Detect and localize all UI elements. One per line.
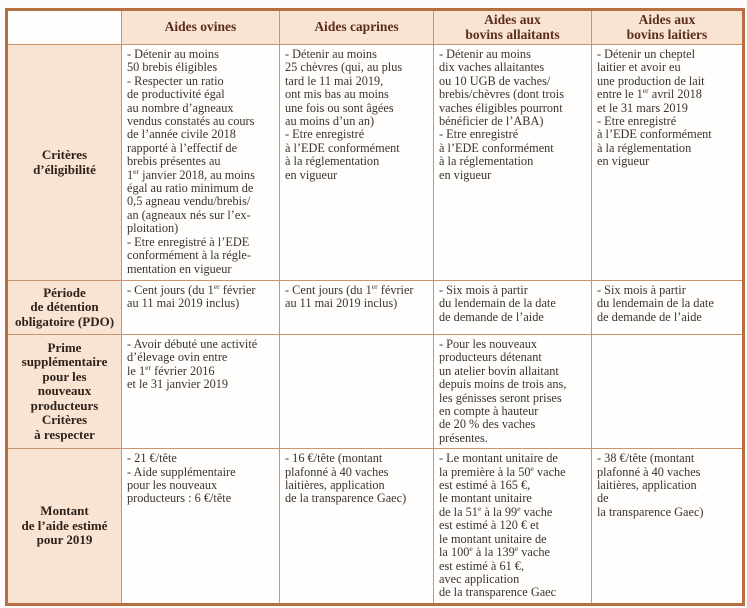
cell-prime-bovins-laitiers	[592, 335, 744, 449]
row-prime-nouveaux-producteurs	[7, 335, 744, 449]
cell-eligibilite-bovins-laitiers: - Détenir un cheptel laitier et avoir eu une production de lait entre le 1er avril 2018 et le 31 mars 2019 - Etre enregistré à l’EDE conformément à la réglementation en vigueur	[592, 45, 744, 281]
row-montant-aide-2019	[7, 449, 744, 604]
cell-pdo-ovines: - Cent jours (du 1er février au 11 mai 2019 inclus)	[122, 281, 280, 335]
cell-eligibilite-caprines: - Détenir au moins 25 chèvres (qui, au plus tard le 11 mai 2019, ont mis bas au moins une fois ou sont âgées au moins d’un an) - Etre enregistré à l’EDE conformément à la réglementation en vigueur	[280, 45, 434, 281]
cell-pdo-bovins-allaitants: - Six mois à partir du lendemain de la date de demande de l’aide	[434, 281, 592, 335]
cell-prime-bovins-allaitants: - Pour les nouveaux producteurs détenant un atelier bovin allaitant depuis moins de trois ans, les génisses seront prises en compte à hauteur de 20 % des vaches présentes.	[434, 335, 592, 449]
row-label-montant-aide-2019: Montant de l’aide estimé pour 2019	[7, 449, 122, 604]
column-header-aides-ovines: Aides ovines	[122, 10, 280, 45]
row-label-criteres-eligibilite: Critères d’éligibilité	[7, 45, 122, 281]
row-criteres-eligibilite	[7, 45, 744, 281]
corner-cell	[7, 10, 122, 45]
cell-montant-caprines: - 16 €/tête (montant plafonné à 40 vaches laitières, application de la transparence Gaec)	[280, 449, 434, 604]
row-label-prime-nouveaux-producteurs: Prime supplémentaire pour les nouveaux producteurs Critères à respecter	[7, 335, 122, 449]
cell-montant-ovines: - 21 €/tête - Aide supplémentaire pour les nouveaux producteurs : 6 €/tête	[122, 449, 280, 604]
cell-montant-bovins-laitiers: - 38 €/tête (montant plafonné à 40 vaches laitières, application de la transparence Gaec)	[592, 449, 744, 604]
cell-montant-bovins-allaitants: - Le montant unitaire de la première à la 50e vache est estimé à 165 €, le montant unitaire de la 51e à la 99e vache est estimé à 120 € et le montant unitaire de la 100e à la 139e vache est estimé à 61 €, avec application de la transparence Gaec	[434, 449, 592, 604]
cell-eligibilite-bovins-allaitants: - Détenir au moins dix vaches allaitantes ou 10 UGB de vaches/ brebis/chèvres (dont trois vaches éligibles pourront bénéficier de l’ABA) - Etre enregistré à l’EDE conformément à la réglementation en vigueur	[434, 45, 592, 281]
cell-eligibilite-ovines: - Détenir au moins 50 brebis éligibles - Respecter un ratio de productivité égal au nombre d’agneaux vendus constatés au cours de l’année civile 2018 rapporté à l’effectif de brebis présentes au 1er janvier 2018, au moins égal au ratio minimum de 0,5 agneau vendu/brebis/ an (agneaux nés sur l’ex- ploitation) - Etre enregistré à l’EDE conformément à la régle- mentation en vigueur	[122, 45, 280, 281]
cell-prime-caprines	[280, 335, 434, 449]
aides-comparison-table	[5, 8, 745, 606]
cell-prime-ovines: - Avoir débuté une activité d’élevage ovin entre le 1er février 2016 et le 31 janvier 2019	[122, 335, 280, 449]
row-label-periode-detention-obligatoire: Période de détention obligatoire (PDO)	[7, 281, 122, 335]
cell-pdo-caprines: - Cent jours (du 1er février au 11 mai 2019 inclus)	[280, 281, 434, 335]
row-periode-detention-obligatoire	[7, 281, 744, 335]
column-header-aides-caprines: Aides caprines	[280, 10, 434, 45]
column-header-aides-bovins-allaitants: Aides aux bovins allaitants	[434, 10, 592, 45]
column-header-aides-bovins-laitiers: Aides aux bovins laitiers	[592, 10, 744, 45]
cell-pdo-bovins-laitiers: - Six mois à partir du lendemain de la date de demande de l’aide	[592, 281, 744, 335]
header-row	[7, 10, 744, 45]
